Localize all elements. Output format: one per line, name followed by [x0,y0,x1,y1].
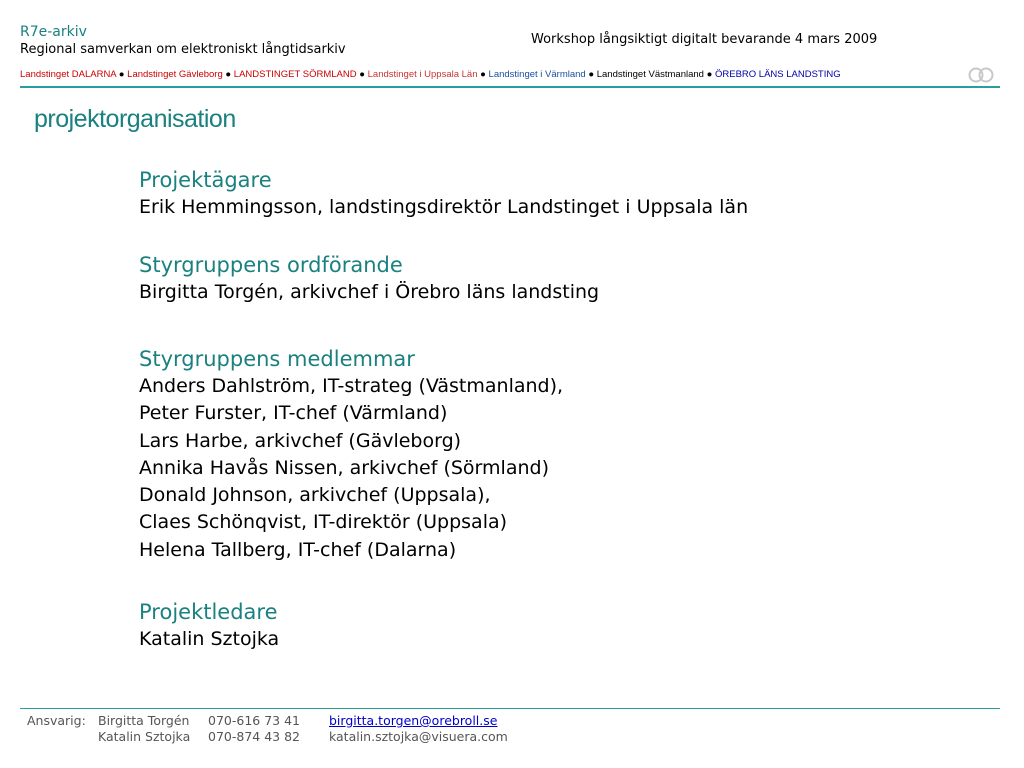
separator-dot: ● [480,69,486,80]
council-orebro: ÖREBRO LÄNS LANDSTING [714,69,841,80]
footer-divider [20,708,1000,709]
section-steering-chair [139,251,599,306]
council-vastmanland: Landstinget Västmanland [596,69,704,80]
separator-dot: ● [359,69,365,80]
council-varmland: Landstinget i Värmland [488,69,586,80]
separator-dot: ● [706,69,713,80]
council-gavleborg: Landstinget Gävleborg [127,69,223,80]
member-line: Helena Tallberg, IT-chef (Dalarna) [139,538,457,561]
member-line: Lars Harbe, arkivchef (Gävleborg) [139,429,462,452]
member-line: Annika Havås Nissen, arkivchef (Sörmland) [139,456,549,479]
council-list [20,69,841,81]
infinity-logo-icon [966,66,998,84]
member-line: Donald Johnson, arkivchef (Uppsala), [139,484,491,507]
section-project-owner [139,166,748,221]
section-steering-members [139,345,563,564]
email-link[interactable]: birgitta.torgen@orebroll.se [329,713,498,728]
contact-phone: 070-874 43 82 [208,729,300,744]
section-heading: Projektägare [139,168,272,192]
brand-subtitle: Regional samverkan om elektroniskt långtidsarkiv [20,42,346,57]
contact-email-link[interactable] [329,713,497,729]
section-line: Erik Hemmingsson, landstingsdirektör Landstinget i Uppsala län [139,196,749,218]
section-line: Katalin Sztojka [139,628,280,650]
section-heading: Styrgruppens medlemmar [139,347,415,371]
contact-name: Birgitta Torgén [98,713,190,728]
council-sormland: LANDSTINGET SÖRMLAND [233,69,357,80]
separator-dot: ● [588,69,595,80]
section-heading: Projektledare [139,600,278,624]
contact-email: katalin.sztojka@visuera.com [329,729,508,744]
footer-label: Ansvarig: [27,713,86,728]
member-line: Claes Schönqvist, IT-direktör (Uppsala) [139,511,508,534]
council-uppsala: Landstinget i Uppsala Län [367,69,478,80]
member-line: Anders Dahlström, IT-strateg (Västmanland), [139,375,564,397]
council-dalarna: Landstinget DALARNA [20,69,117,80]
brand-name: R7e-arkiv [20,24,87,40]
section-heading: Styrgruppens ordförande [139,253,403,277]
page-title: projektorganisation [34,105,236,133]
separator-dot: ● [225,69,232,80]
section-project-lead [139,598,279,653]
section-line: Birgitta Torgén, arkivchef i Örebro läns landsting [139,281,600,303]
contact-name: Katalin Sztojka [98,729,191,744]
contact-phone: 070-616 73 41 [208,713,300,728]
workshop-title: Workshop långsiktigt digitalt bevarande 4 mars 2009 [531,32,878,47]
separator-dot: ● [118,69,125,80]
header-divider [20,86,1000,88]
member-line: Peter Furster, IT-chef (Värmland) [139,402,448,425]
